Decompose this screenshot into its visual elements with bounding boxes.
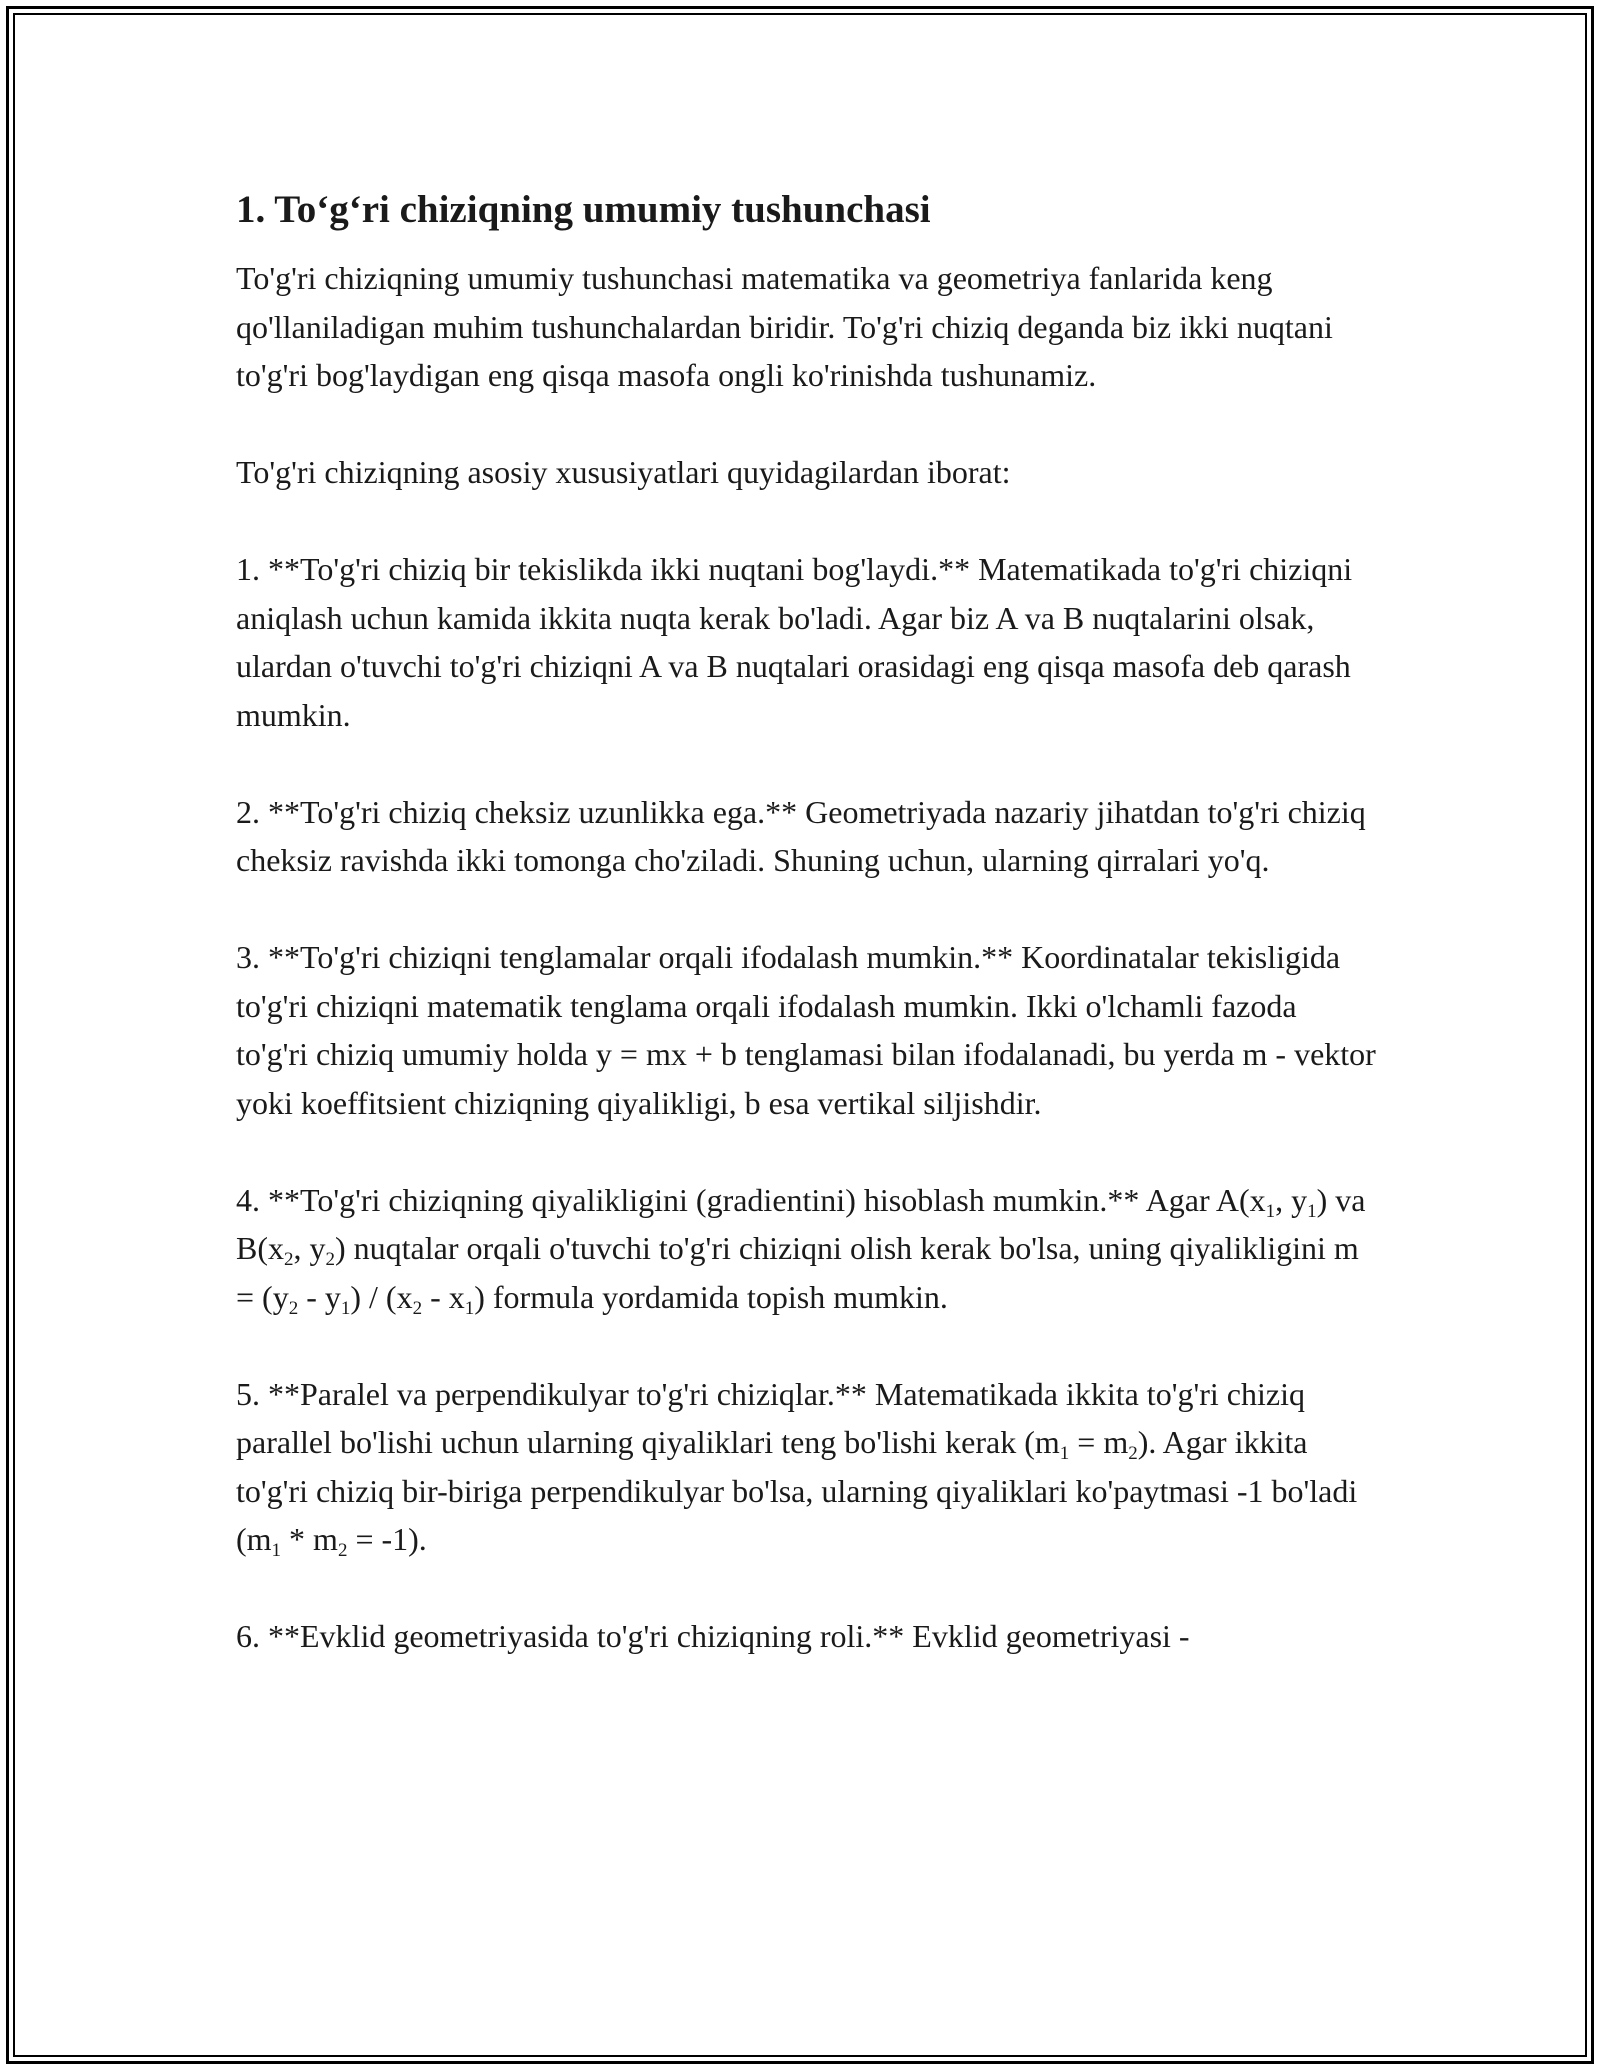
text-run: , y	[1275, 1181, 1308, 1218]
document-body	[236, 180, 1376, 1709]
text-run: - x	[422, 1278, 465, 1315]
text-run: * m	[281, 1521, 338, 1557]
property-item-5	[236, 1370, 1376, 1564]
text-run: - y	[298, 1278, 341, 1315]
subscript: 2	[284, 1249, 294, 1270]
subscript: 1	[1265, 1200, 1276, 1222]
property-item-3: 3. **To'g'ri chiziqni tenglamalar orqali ifodalash mumkin.** Koordinatalar tekisligida to'g'ri chiziqni matematik tenglama orqali ifodalash mumkin. Ikki o'lchamli fazoda to'g'ri chiziq umumiy holda y = mx + b tenglamasi bilan ifodalanadi, bu yerda m - vektor yoki koeffitsient chiziqning qiyalikligi, b esa vertikal siljishdir.	[236, 939, 1376, 1121]
subscript: 2	[412, 1297, 423, 1319]
subscript: 1	[1059, 1443, 1070, 1464]
text-run: 5. **Paralel va perpendikulyar to'g'ri chiziqlar.** Matematikada ikkita to'g'ri chiziq parallel bo'lishi uchun ularning qiyaliklari teng bo'lishi kerak (m	[236, 1375, 1305, 1460]
property-item-1: 1. **To'g'ri chiziq bir tekislikda ikki nuqtani bog'laydi.** Matematikada to'g'ri chiziqni aniqlash uchun kamida ikkita nuqta kerak bo'ladi. Agar biz A va B nuqtalarini olsak, ulardan o'tuvchi to'g'ri chiziqni A va B nuqtalari orasidagi eng qisqa masofa deb qarash mumkin.	[236, 551, 1353, 733]
text-run: = -1).	[347, 1521, 427, 1557]
text-run: ) va B(x	[236, 1181, 1366, 1266]
property-item-2: 2. **To'g'ri chiziq cheksiz uzunlikka ega.** Geometriyada nazariy jihatdan to'g'ri chiziq cheksiz ravishda ikki tomonga cho'ziladi. Shuning uchun, ularning qirralari yo'q.	[236, 793, 1366, 878]
subscript: 1	[464, 1297, 475, 1319]
text-run: ). Agar ikkita to'g'ri chiziq bir-biriga perpendikulyar bo'lsa, ularning qiyaliklari ko'paytmasi -1 bo'ladi (m	[236, 1424, 1358, 1557]
subscript: 1	[271, 1540, 282, 1561]
subscript: 1	[1307, 1200, 1317, 1222]
subscript: 2	[337, 1540, 348, 1561]
text-run: ) nuqtalar orqali o'tuvchi to'g'ri chiziqni olish kerak bo'lsa, uning qiyalikligini m = (y	[236, 1230, 1359, 1315]
section-heading: 1. To‘g‘ri chiziqning umumiy tushunchasi	[236, 188, 931, 231]
property-item-6: 6. **Evklid geometriyasida to'g'ri chiziqning roli.** Evklid geometriyasi -	[236, 1618, 1190, 1654]
subscript: 2	[325, 1249, 335, 1270]
text-run: 4. **To'g'ri chiziqning qiyalikligini (gradientini) hisoblash mumkin.** Agar A(x	[236, 1181, 1266, 1218]
text-run: = m	[1069, 1424, 1129, 1460]
properties-lead: To'g'ri chiziqning asosiy xususiyatlari quyidagilardan iborat:	[236, 454, 1011, 490]
text-run: , y	[293, 1230, 326, 1266]
text-run: ) / (x	[350, 1278, 413, 1315]
subscript: 1	[340, 1297, 351, 1319]
property-item-4	[236, 1176, 1376, 1322]
intro-paragraph: To'g'ri chiziqning umumiy tushunchasi matematika va geometriya fanlarida keng qo'llaniladigan muhim tushunchalardan biridir. To'g'ri chiziq deganda biz ikki nuqtani to'g'ri bog'laydigan eng qisqa masofa ongli ko'rinishda tushunamiz.	[236, 260, 1333, 393]
subscript: 2	[288, 1297, 299, 1319]
text-run: ) formula yordamida topish mumkin.	[474, 1278, 948, 1315]
subscript: 2	[1128, 1443, 1138, 1464]
